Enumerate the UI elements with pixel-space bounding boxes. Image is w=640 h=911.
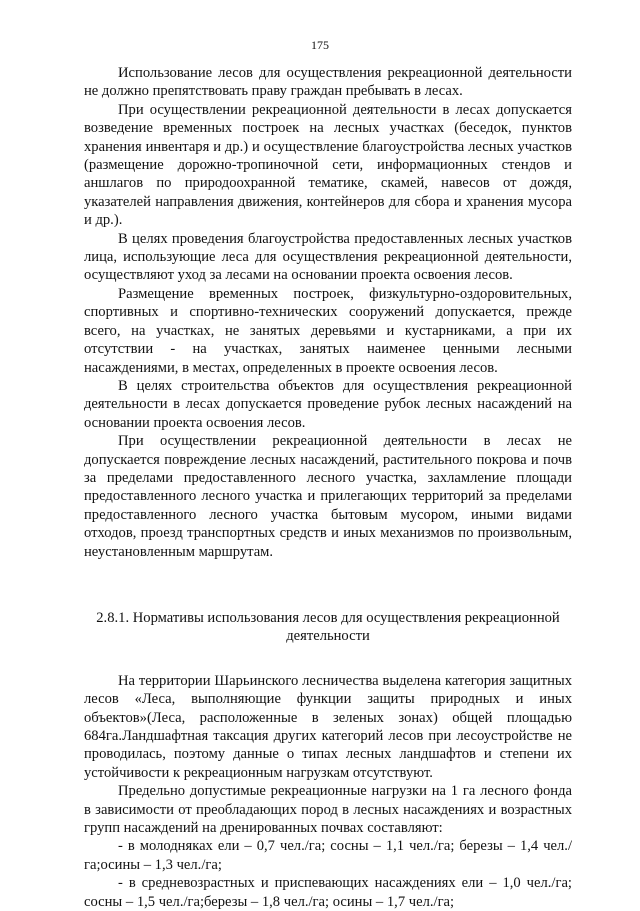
paragraph: На территории Шарьинского лесничества выделена категория защитных лесов «Леса, выполняющие функции защиты природных и иных объектов»(Леса, расположенные в зеленых зонах) общей площадью 684га.Ландшафтная таксация других категорий лесов при лесоустройстве не проводилась, поэтому данные о типах лесных ландшафтов и степени их устойчивости к рекреационным нагрузкам отсутствуют. (84, 672, 572, 781)
paragraph: При осуществлении рекреационной деятельности в лесах допускается возведение временных построек на лесных участках (беседок, пунктов хранения инвентаря и др.) и осуществление благоустройства лесных участков (размещение дорожно-тропиночной сети, информационных стендов и аншлагов по природоохранной тематике, скамей, навесов от дождя, указателей направления движения, контейнеров для сбора и хранения мусора и др.). (84, 101, 572, 229)
document-body (84, 64, 572, 911)
list-item: - в средневозрастных и приспевающих насаждениях ели – 1,0 чел./га; сосны – 1,5 чел./га;березы – 1,8 чел./га; осины – 1,7 чел./га; (84, 875, 572, 910)
list-item: - в молодняках ели – 0,7 чел./га; сосны – 1,1 чел./га; березы – 1,4 чел./га;осины – 1,3 чел./га; (84, 838, 572, 873)
paragraph: Предельно допустимые рекреационные нагрузки на 1 га лесного фонда в зависимости от преобладающих пород в лесных насаждениях и возрастных групп насаждений на дренированных почвах составляют: (84, 783, 572, 837)
page-number: 175 (311, 38, 329, 52)
paragraph: Размещение временных построек, физкультурно-оздоровительных, спортивных и спортивно-технических сооружений допускается, прежде всего, на участках, не занятых деревьями и кустарниками, а при их отсутствии - на участках, занятых наименее ценными лесными насаждениями, в местах, определенных в проекте освоения лесов. (84, 285, 572, 376)
section-heading: 2.8.1. Нормативы использования лесов для осуществления рекреационной деятельности (96, 609, 560, 645)
paragraph: При осуществлении рекреационной деятельности в лесах не допускается повреждение лесных насаждений, растительного покрова и почв за пределами предоставленного лесного участка, захламление площади предоставленного лесного участка и прилегающих территорий за пределами предоставленного лесного участка бытовым мусором, иными видами отходов, проезд транспортных средств и иных механизмов по произвольным, неустановленным маршрутам. (84, 433, 572, 560)
paragraph: В целях строительства объектов для осуществления рекреационной деятельности в лесах допускается проведение рубок лесных насаждений на основании проекта освоения лесов. (84, 377, 572, 431)
paragraph: Использование лесов для осуществления рекреационной деятельности не должно препятствовать праву граждан пребывать в лесах. (84, 65, 572, 100)
paragraph: В целях проведения благоустройства предоставленных лесных участков лица, использующие леса для осуществления рекреационной деятельности, осуществляют уход за лесами на основании проекта освоения лесов. (84, 230, 572, 284)
